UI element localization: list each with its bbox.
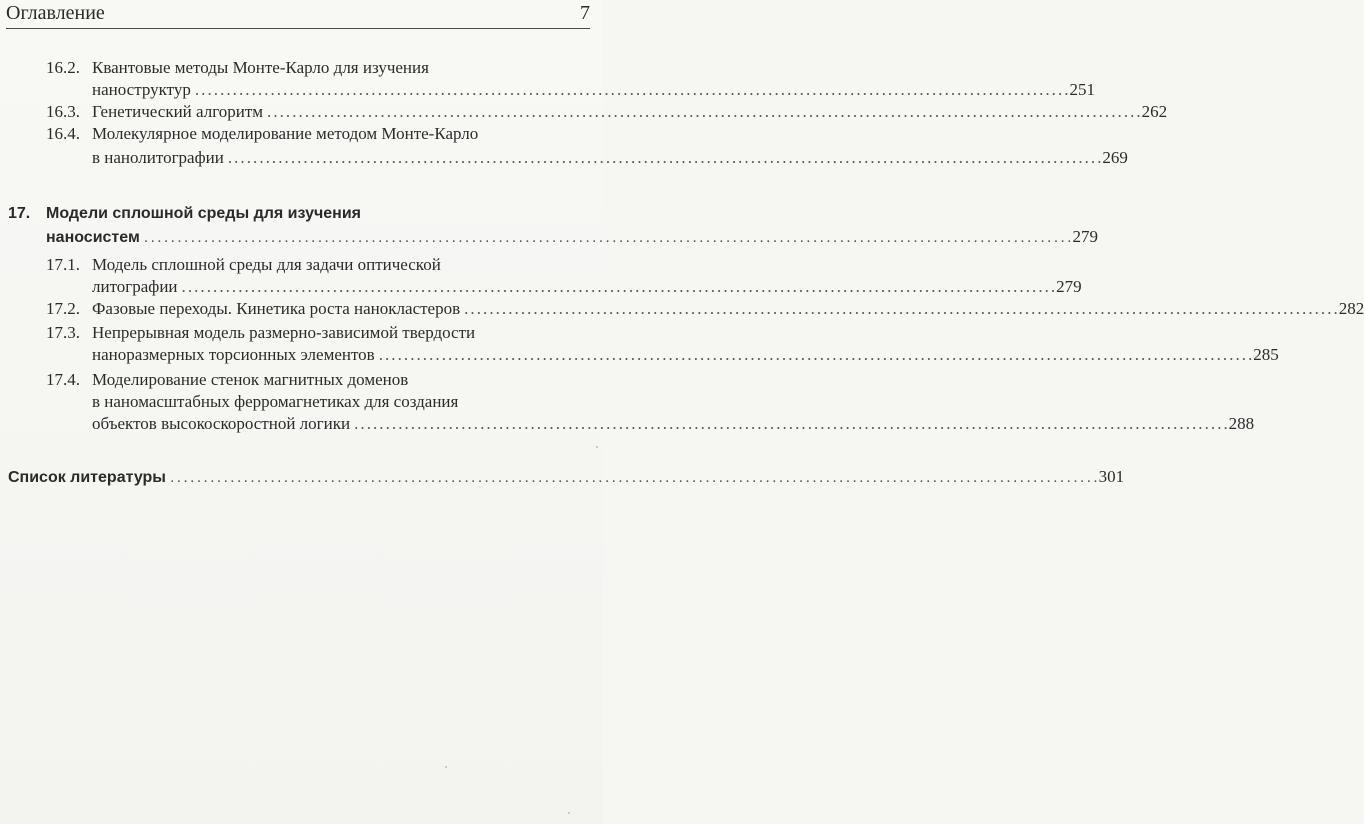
dot-leader bbox=[354, 413, 1227, 434]
toc-chapter-title-continued: наносистем bbox=[46, 229, 140, 246]
toc-entry-17-4-line-2 bbox=[92, 391, 458, 412]
toc-bibliography-title: Список литературы bbox=[8, 469, 166, 486]
dot-leader bbox=[182, 276, 1055, 297]
toc-entry-title: Непрерывная модель размерно-зависимой твердости bbox=[92, 323, 476, 342]
toc-entry-17-2 bbox=[46, 298, 1364, 319]
dot-leader bbox=[267, 101, 1140, 122]
toc-entry-16-4-line-1 bbox=[46, 123, 478, 144]
toc-entry-16-4-line-2 bbox=[92, 147, 1128, 168]
toc-entry-17-3-line-2 bbox=[92, 344, 1279, 365]
dot-leader bbox=[195, 79, 1068, 100]
dot-leader bbox=[170, 467, 1097, 488]
toc-entry-page: 282 bbox=[1338, 299, 1364, 318]
toc-entry-number: 17.4. bbox=[46, 370, 80, 389]
toc-entry-title: Генетический алгоритм bbox=[92, 102, 264, 121]
running-head-page-number: 7 bbox=[580, 2, 590, 24]
toc-entry-16-2-line-2 bbox=[92, 79, 1095, 100]
toc-entry-17-1-line-2 bbox=[92, 276, 1082, 297]
toc-entry-page: 279 bbox=[1056, 277, 1082, 296]
running-head-title: Оглавление bbox=[6, 2, 105, 24]
toc-entry-title-continued: наноструктур bbox=[92, 80, 191, 99]
toc-entry-title-continued: в нанолитографии bbox=[92, 148, 224, 167]
toc-entry-title-continued: объектов высокоскоростной логики bbox=[92, 414, 351, 433]
dot-leader bbox=[379, 344, 1252, 365]
toc-entry-page: 251 bbox=[1069, 80, 1095, 99]
toc-entry-16-2-line-1 bbox=[46, 57, 429, 78]
toc-entry-number: 16.3. bbox=[46, 102, 80, 121]
toc-entry-page: 269 bbox=[1102, 148, 1128, 167]
toc-entry-17-4-line-3 bbox=[92, 413, 1255, 434]
toc-entry-title: Модель сплошной среды для задачи оптической bbox=[92, 255, 441, 274]
scan-speck bbox=[596, 446, 598, 448]
toc-bibliography-page: 301 bbox=[1098, 467, 1125, 486]
toc-bibliography bbox=[8, 466, 1125, 488]
toc-entry-17-3-line-1 bbox=[46, 322, 475, 343]
toc-entry-17-1-line-1 bbox=[46, 254, 441, 275]
toc-entry-number: 17.1. bbox=[46, 255, 80, 274]
toc-entry-number: 16.2. bbox=[46, 58, 80, 77]
toc-chapter-17-line-2 bbox=[46, 226, 1098, 248]
toc-entry-number: 16.4. bbox=[46, 124, 80, 143]
toc-entry-title: Моделирование стенок магнитных доменов bbox=[92, 370, 409, 389]
toc-entry-title: Квантовые методы Монте-Карло для изучения bbox=[92, 58, 429, 77]
toc-entry-title-continued: в наномасштабных ферромагнетиках для создания bbox=[92, 392, 459, 411]
toc-entry-page: 288 bbox=[1228, 414, 1255, 433]
toc-entry-title: Молекулярное моделирование методом Монте-Карло bbox=[92, 124, 479, 143]
toc-entry-title-continued: литографии bbox=[92, 277, 178, 296]
toc-entry-number: 17.2. bbox=[46, 299, 80, 318]
page-header bbox=[6, 2, 590, 26]
dot-leader bbox=[464, 298, 1337, 319]
toc-entry-17-4-line-1 bbox=[46, 369, 408, 390]
dot-leader bbox=[144, 227, 1071, 248]
toc-entry-16-3 bbox=[46, 101, 1168, 122]
toc-chapter-title: Модели сплошной среды для изучения bbox=[46, 205, 361, 222]
dot-leader bbox=[228, 147, 1101, 168]
toc-chapter-page: 279 bbox=[1072, 227, 1098, 246]
toc-chapter-17-line-1 bbox=[8, 203, 361, 224]
toc-entry-page: 285 bbox=[1253, 345, 1279, 364]
header-rule bbox=[6, 28, 590, 29]
toc-chapter-number: 17. bbox=[8, 205, 31, 222]
toc-entry-title: Фазовые переходы. Кинетика роста нанокластеров bbox=[92, 299, 461, 318]
toc-entry-title-continued: наноразмерных торсионных элементов bbox=[92, 345, 375, 364]
scan-speck bbox=[445, 766, 447, 768]
toc-entry-page: 262 bbox=[1141, 102, 1168, 121]
toc-entry-number: 17.3. bbox=[46, 323, 80, 342]
scan-speck bbox=[568, 812, 570, 814]
